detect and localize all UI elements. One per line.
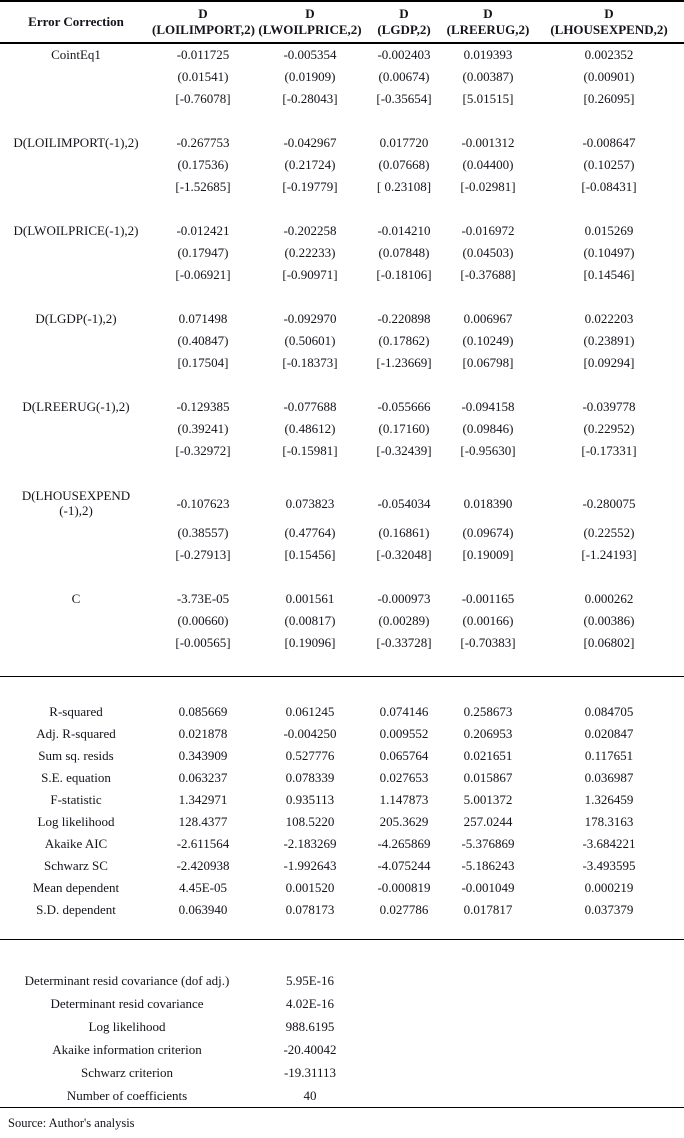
stat-value: -3.684221 [582,836,636,851]
row-label [0,484,152,522]
tstat-cell: [0.26095] [583,91,635,106]
tstat-cell: [-0.95630] [460,443,516,458]
stderr-cell: (0.17160) [378,421,430,436]
row-label [0,220,152,242]
empty-cell [366,1015,684,1038]
stat-value: 0.078339 [285,770,335,785]
header-row [0,1,684,43]
coefficient-cell: -0.008647 [582,135,636,150]
stat-value: 0.001520 [285,880,335,895]
column-header-line2: (LOILIMPORT,2) [152,22,255,37]
coefficient-cell: -3.73E-05 [176,591,230,606]
empty-cell [366,1038,684,1061]
stat-value: 0.027786 [379,902,429,917]
stat-value: 0.078173 [285,902,335,917]
stderr-cell: (0.22552) [583,525,635,540]
stderr-cell: (0.10257) [583,157,635,172]
spacer-cell [0,110,684,132]
stderr-cell: (0.04503) [462,245,514,260]
system-stat-label: Determinant resid covariance [50,995,204,1011]
spacer-row [0,940,684,970]
stat-value: 0.084705 [584,704,634,719]
coefficient-cell: -0.000973 [377,591,431,606]
coefficient-cell: -0.014210 [377,223,431,238]
tstat-cell: [0.15456] [284,547,336,562]
stderr-cell: (0.17947) [177,245,229,260]
stat-value: -0.000819 [377,880,431,895]
stderr-cell: (0.16861) [378,525,430,540]
table-row [0,833,684,855]
table-row [0,855,684,877]
stat-value: 0.015867 [463,770,513,785]
table-header [0,1,684,43]
row-label-line: (-1),2) [59,503,93,518]
row-label-line: C [71,591,81,606]
table-row [0,588,684,610]
stat-value: -2.420938 [176,858,230,873]
stderr-cell: (0.00387) [462,69,514,84]
system-stat-value: -19.31113 [283,1064,337,1080]
spacer-row [0,462,684,484]
row-label [0,330,152,352]
coefficient-cell: -0.039778 [582,399,636,414]
table-row [0,1084,684,1107]
stderr-cell: (0.39241) [177,421,229,436]
row-label [0,522,152,544]
spacer-row [0,374,684,396]
tstat-cell: [-1.24193] [581,547,637,562]
table-row [0,877,684,899]
row-label [0,242,152,264]
table-row [0,1038,684,1061]
spacer-row [0,677,684,702]
coefficient-cell: -0.267753 [176,135,230,150]
stat-value: 0.258673 [463,704,513,719]
tstat-cell: [-0.18106] [376,267,432,282]
tstat-cell: [-0.06921] [175,267,231,282]
stderr-cell: (0.22233) [284,245,336,260]
system-stat-label: Log likelihood [88,1018,166,1034]
stat-value: 0.935113 [285,792,335,807]
tstat-cell: [0.17504] [177,355,229,370]
coefficient-cell: -0.042967 [283,135,337,150]
stderr-cell: (0.48612) [284,421,336,436]
stat-value: 1.342971 [178,792,228,807]
tstat-cell: [-0.15981] [282,443,338,458]
table-row [0,767,684,789]
column-header-line2: (LREERUG,2) [446,22,530,37]
column-header-line1: D [305,6,315,21]
tstat-cell: [-0.18373] [282,355,338,370]
coefficient-cell: 0.001561 [285,591,335,606]
table-row [0,610,684,632]
table-row [0,330,684,352]
spacer-row [0,566,684,588]
system-stat-value: 4.02E-16 [285,995,335,1011]
stderr-cell: (0.09846) [462,421,514,436]
row-label [0,132,152,154]
table-row [0,440,684,462]
table-row [0,132,684,154]
system-stat-label: Number of coefficients [66,1087,188,1103]
row-label [0,88,152,110]
coefficient-cell: -0.202258 [283,223,337,238]
stderr-cell: (0.22952) [583,421,635,436]
tstat-cell: [0.14546] [583,267,635,282]
table-row [0,242,684,264]
column-header-line2: (LGDP,2) [377,22,431,37]
stderr-cell: (0.21724) [284,157,336,172]
column-header-line1: D [399,6,409,21]
stat-value: 0.037379 [584,902,634,917]
stderr-cell: (0.10497) [583,245,635,260]
spacer-cell [0,286,684,308]
stderr-cell: (0.09674) [462,525,514,540]
column-header-line1: D [483,6,493,21]
spacer-row [0,110,684,132]
stat-value: 0.061245 [285,704,335,719]
row-label [0,588,152,610]
stat-value: 5.001372 [463,792,513,807]
stat-label: Sum sq. resids [38,748,114,763]
stderr-cell: (0.38557) [177,525,229,540]
coefficient-cell: 0.073823 [285,495,335,511]
stat-value: 1.326459 [584,792,634,807]
stat-value: 108.5220 [285,814,335,829]
stderr-cell: (0.01541) [177,69,229,84]
table-row [0,352,684,374]
spacer-cell [0,374,684,396]
row-label [0,610,152,632]
row-label-line: D(LREERUG(-1),2) [22,399,130,414]
coefficient-cell: 0.002352 [584,47,634,62]
stat-label: Schwarz SC [44,858,108,873]
stat-value: 0.020847 [584,726,634,741]
coefficient-cell: -0.001312 [461,135,515,150]
coefficient-cell: -0.012421 [176,223,230,238]
row-label [0,418,152,440]
empty-cell [366,992,684,1015]
column-header-line1: D [198,6,208,21]
stderr-cell: (0.00901) [583,69,635,84]
table-row [0,154,684,176]
tstat-cell: [-0.32439] [376,443,432,458]
empty-cell [366,1061,684,1084]
spacer-cell [0,921,684,940]
stat-value: 0.009552 [379,726,429,741]
coefficient-cell: -0.001165 [461,591,515,606]
tstat-cell: [-0.00565] [175,635,231,650]
coefficient-cell: -0.280075 [582,495,636,511]
table-body [0,43,684,1107]
column-header [152,1,254,43]
table-row [0,418,684,440]
tstat-cell: [0.19009] [462,547,514,562]
row-label [0,154,152,176]
stat-value: 0.085669 [178,704,228,719]
stderr-cell: (0.00166) [462,613,514,628]
column-header [254,1,366,43]
table-row [0,176,684,198]
table-row [0,220,684,242]
system-stat-label: Determinant resid covariance (dof adj.) [24,972,230,988]
tstat-cell: [0.06802] [583,635,635,650]
row-label [0,396,152,418]
coefficient-cell: -0.005354 [283,47,337,62]
coefficient-cell: -0.002403 [377,47,431,62]
stat-label: Mean dependent [32,880,120,895]
spacer-cell [0,462,684,484]
table-row [0,745,684,767]
stderr-cell: (0.50601) [284,333,336,348]
stat-value: -4.265869 [377,836,431,851]
stat-value: 4.45E-05 [178,880,228,895]
coefficient-cell: 0.018390 [463,495,513,511]
tstat-cell: [-0.17331] [581,443,637,458]
stat-value: -0.004250 [283,726,337,741]
table-row [0,632,684,654]
row-label-line: D(LOILIMPORT(-1),2) [13,135,139,150]
stat-value: 0.074146 [379,704,429,719]
coefficient-cell: 0.017720 [379,135,429,150]
table-row [0,811,684,833]
column-header [366,1,442,43]
stderr-cell: (0.00386) [583,613,635,628]
row-label-line: D(LWOILPRICE(-1),2) [13,223,139,238]
stat-value: 0.117651 [584,748,634,763]
stat-value: 0.017817 [463,902,513,917]
stat-value: -3.493595 [582,858,636,873]
tstat-cell: [-0.27913] [175,547,231,562]
system-stat-label: Akaike information criterion [52,1041,202,1057]
column-header-line2: (LHOUSEXPEND,2) [550,22,668,37]
tstat-cell: [-0.70383] [460,635,516,650]
stat-value: -1.992643 [283,858,337,873]
table-row [0,308,684,330]
tstat-cell: [-0.32972] [175,443,231,458]
coefficient-cell: 0.022203 [584,311,634,326]
spacer-row [0,198,684,220]
stat-value: 0.527776 [285,748,335,763]
stat-value: -2.611564 [176,836,230,851]
table-row [0,484,684,522]
stat-value: -4.075244 [377,858,431,873]
system-stat-value: 5.95E-16 [285,972,335,988]
table-row [0,701,684,723]
stat-value: 0.021651 [463,748,513,763]
stat-value: 178.3163 [584,814,634,829]
spacer-row [0,921,684,940]
stderr-cell: (0.01909) [284,69,336,84]
stat-value: 0.021878 [178,726,228,741]
stat-label: R-squared [49,704,103,719]
coefficient-cell: -0.129385 [176,399,230,414]
stderr-cell: (0.07668) [378,157,430,172]
stat-label: Log likelihood [37,814,115,829]
table-row [0,1015,684,1038]
tstat-cell: [0.09294] [583,355,635,370]
stat-value: 0.063940 [178,902,228,917]
stat-value: 128.4377 [178,814,228,829]
table-row [0,522,684,544]
table-row [0,789,684,811]
tstat-cell: [-1.23669] [376,355,432,370]
table-row [0,969,684,992]
tstat-cell: [0.06798] [462,355,514,370]
system-stat-value: 988.6195 [285,1018,335,1034]
row-label [0,308,152,330]
coefficient-cell: 0.000262 [584,591,634,606]
row-label [0,176,152,198]
tstat-cell: [-0.33728] [376,635,432,650]
coefficient-cell: 0.019393 [463,47,513,62]
coefficient-cell: -0.107623 [176,495,230,511]
spacer-row [0,286,684,308]
tstat-cell: [-0.08431] [581,179,637,194]
stderr-cell: (0.07848) [378,245,430,260]
coefficient-cell: 0.006967 [463,311,513,326]
tstat-cell: [-0.37688] [460,267,516,282]
stderr-cell: (0.00660) [177,613,229,628]
tstat-cell: [-0.35654] [376,91,432,106]
tstat-cell: [-0.19779] [282,179,338,194]
tstat-cell: [5.01515] [462,91,514,106]
spacer-cell [0,940,684,970]
coefficient-cell: -0.054034 [377,495,431,511]
system-stat-value: 40 [303,1087,317,1103]
stat-label: F-statistic [50,792,102,807]
table-row [0,992,684,1015]
tstat-cell: [-0.32048] [376,547,432,562]
source-note: Source: Author's analysis [0,1107,684,1138]
table-row [0,396,684,418]
tstat-cell: [-0.90971] [282,267,338,282]
row-label [0,440,152,462]
stat-label: S.D. dependent [36,902,116,917]
stat-value: -5.186243 [461,858,515,873]
coefficient-cell: -0.092970 [283,311,337,326]
spacer-row [0,654,684,677]
stat-value: 205.3629 [379,814,429,829]
row-label [0,43,152,66]
empty-cell [366,1084,684,1107]
empty-cell [366,969,684,992]
stderr-cell: (0.17536) [177,157,229,172]
row-label-line: D(LHOUSEXPEND [21,488,131,503]
stat-value: -2.183269 [283,836,337,851]
column-header-line2: (LWOILPRICE,2) [258,22,362,37]
column-header [534,1,684,43]
system-stat-value: -20.40042 [283,1041,337,1057]
stat-value: 0.000219 [584,880,634,895]
tstat-cell: [-1.52685] [175,179,231,194]
spacer-cell [0,677,684,702]
stat-label: Akaike AIC [44,836,108,851]
table-row [0,88,684,110]
spacer-cell [0,566,684,588]
spacer-cell [0,654,684,677]
row-label [0,632,152,654]
header-error-correction: Error Correction [0,1,152,43]
stat-value: 1.147873 [379,792,429,807]
stderr-cell: (0.17862) [378,333,430,348]
spacer-cell [0,198,684,220]
coefficient-cell: -0.220898 [377,311,431,326]
table-row [0,723,684,745]
tstat-cell: [0.19096] [284,635,336,650]
table-row [0,899,684,921]
system-stat-label: Schwarz criterion [80,1064,174,1080]
stat-value: 0.343909 [178,748,228,763]
coefficient-cell: -0.077688 [283,399,337,414]
table-row [0,43,684,66]
stat-value: -5.376869 [461,836,515,851]
stat-value: 0.063237 [178,770,228,785]
stat-value: 0.027653 [379,770,429,785]
coefficient-cell: -0.094158 [461,399,515,414]
tstat-cell: [ 0.23108] [376,179,432,194]
tstat-cell: [-0.76078] [175,91,231,106]
table-row [0,66,684,88]
stat-value: 0.065764 [379,748,429,763]
stderr-cell: (0.40847) [177,333,229,348]
row-label [0,264,152,286]
table-row [0,1061,684,1084]
coefficient-cell: 0.015269 [584,223,634,238]
column-header-line1: D [604,6,614,21]
stat-label: S.E. equation [41,770,111,785]
stat-label: Adj. R-squared [36,726,116,741]
row-label [0,544,152,566]
stderr-cell: (0.10249) [462,333,514,348]
stderr-cell: (0.00289) [378,613,430,628]
coefficient-cell: 0.071498 [178,311,228,326]
stat-value: -0.001049 [461,880,515,895]
stderr-cell: (0.23891) [583,333,635,348]
stat-value: 0.206953 [463,726,513,741]
tstat-cell: [-0.02981] [460,179,516,194]
row-label [0,66,152,88]
coefficient-cell: -0.055666 [377,399,431,414]
stat-value: 0.036987 [584,770,634,785]
stderr-cell: (0.47764) [284,525,336,540]
column-header [442,1,534,43]
stderr-cell: (0.00674) [378,69,430,84]
table-row [0,264,684,286]
tstat-cell: [-0.28043] [282,91,338,106]
stderr-cell: (0.00817) [284,613,336,628]
coefficient-cell: -0.011725 [176,47,230,62]
row-label-line: D(LGDP(-1),2) [35,311,117,326]
row-label-line: CointEq1 [51,47,101,62]
coefficient-cell: -0.016972 [461,223,515,238]
stderr-cell: (0.04400) [462,157,514,172]
row-label [0,352,152,374]
stat-value: 257.0244 [463,814,513,829]
table-row [0,544,684,566]
